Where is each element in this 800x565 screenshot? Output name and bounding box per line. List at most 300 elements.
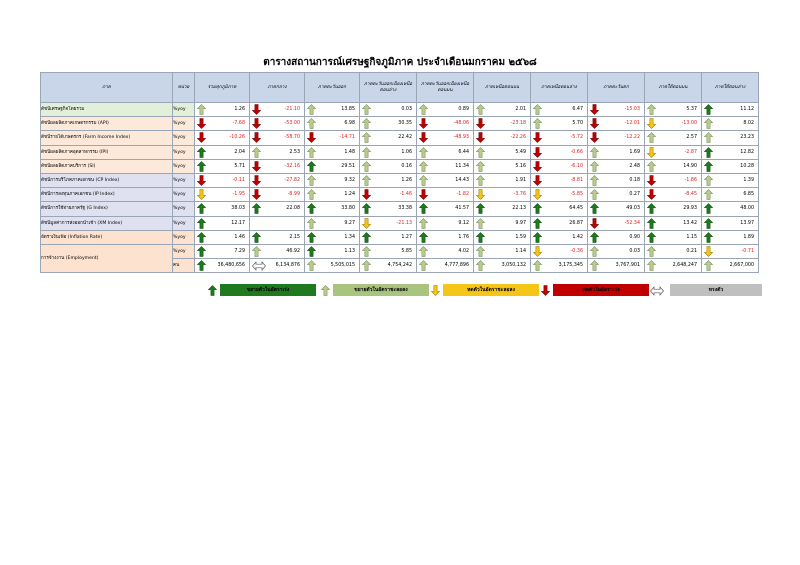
data-cell [531,244,588,258]
row-unit: %yoy [173,230,195,244]
cell-value: 5.37 [686,107,697,112]
table-row [41,159,759,173]
data-cell [305,173,360,187]
data-cell [645,216,702,230]
arrow-up-mild-icon [307,118,316,129]
arrow-up-mild-icon [476,175,485,186]
cell-value: 4,754,242 [387,263,412,269]
data-cell [588,188,645,202]
row-unit: %yoy [173,159,195,173]
cell-value: 5.49 [515,149,526,155]
data-cell [250,202,305,216]
arrow-down-strong-icon [197,132,206,143]
arrow-up-mild-icon [533,118,542,129]
table-row [41,173,759,187]
arrow-up-strong-icon [704,203,713,214]
cell-value: 33.38 [398,206,412,212]
cell-value: 7.29 [234,248,245,254]
row-unit: %yoy [173,188,195,202]
arrow-down-mild-icon [197,189,206,200]
row-label: ดัชนีการบริโภคภาคเอกชน (CP Index) [41,173,173,187]
cell-value: 9.32 [344,177,355,183]
arrow-up-strong-icon [704,218,713,229]
arrow-up-mild-icon [419,246,428,257]
row-label: ดัชนีเศรษฐกิจโดยรวม [41,103,173,117]
data-cell [702,103,759,117]
data-cell [645,202,702,216]
cell-value: -0.66 [570,149,583,155]
data-cell [417,230,474,244]
arrow-up-mild-icon [419,218,428,229]
data-cell [250,145,305,159]
cell-value: -53.00 [284,121,300,127]
data-cell [474,145,531,159]
arrow-down-strong-icon [476,132,485,143]
data-cell [645,244,702,258]
data-cell [360,173,417,187]
data-cell [474,244,531,258]
column-header: ภาคใต้ตอนล่าง [702,73,759,103]
data-cell [474,159,531,173]
table-header-row [41,73,759,103]
arrow-down-strong-icon [252,132,261,143]
data-cell [417,145,474,159]
data-cell [702,244,759,258]
arrow-up-strong-icon [647,218,656,229]
cell-value: 0.21 [686,248,697,254]
legend-label: ขยายตัวในอัตราชะลอลง [333,284,429,296]
legend-label: ขยายตัวในอัตราเร่ง [220,284,316,296]
row-label: การจ้างงาน (Employment) [41,244,173,272]
arrow-up-strong-icon [704,232,713,243]
arrow-down-strong-icon [362,189,371,200]
row-label: ดัชนีผลผลิตภาคบริการ (SI) [41,159,173,173]
arrow-up-mild-icon [590,175,599,186]
cell-value: 14.90 [683,163,697,169]
data-cell [702,230,759,244]
data-cell [474,216,531,230]
economic-situation-table [40,72,759,273]
table-row [41,230,759,244]
cell-value: -1.46 [399,192,412,198]
cell-value: 22.42 [398,135,412,141]
arrow-up-mild-icon [590,260,599,271]
data-cell [305,131,360,145]
row-unit: %yoy [173,202,195,216]
column-header: ภาคกลาง [250,73,305,103]
arrow-up-mild-icon [307,104,316,115]
arrow-up-mild-icon [476,218,485,229]
arrow-up-strong-icon [197,161,206,172]
cell-value: 9.27 [344,220,355,226]
cell-value: 10.28 [740,163,754,169]
cell-value: -12.22 [624,135,640,141]
table-row [41,202,759,216]
cell-value: 23.23 [740,135,754,141]
cell-value: -48.93 [453,135,469,141]
cell-value: -23.18 [510,121,526,127]
arrow-down-strong-icon [419,118,428,129]
data-cell [360,145,417,159]
cell-value: -0.36 [570,248,583,254]
arrow-up-mild-icon [647,104,656,115]
arrow-up-strong-icon [704,147,713,158]
cell-value: -48.06 [453,121,469,127]
arrow-up-strong-icon [197,203,206,214]
data-cell [195,145,250,159]
row-label: ดัชนีการใช้จ่ายภาครัฐ (G Index) [41,202,173,216]
arrow-up-strong-icon [197,218,206,229]
arrow-up-mild-icon [419,104,428,115]
cell-value: 5.16 [515,163,526,169]
column-header: หน่วย [173,73,195,103]
data-cell [360,131,417,145]
cell-value: 2,648,247 [672,263,697,269]
cell-value: 64.45 [569,206,583,212]
cell-value: 22.13 [512,206,526,212]
arrow-up-strong-icon [647,203,656,214]
arrow-down-strong-icon [197,118,206,129]
data-cell [195,244,250,258]
arrow-down-strong-icon [252,189,261,200]
data-cell [195,230,250,244]
data-cell [531,159,588,173]
data-cell [474,259,531,273]
data-cell [588,230,645,244]
arrow-up-mild-icon [419,175,428,186]
row-unit: %yoy [173,117,195,131]
arrow-up-mild-icon [647,161,656,172]
arrow-up-strong-icon [307,203,316,214]
cell-value: -3.76 [513,192,526,198]
cell-value: -10.26 [229,135,245,141]
cell-value: -5.72 [570,135,583,141]
data-cell [305,216,360,230]
arrow-down-strong-icon [476,118,485,129]
cell-value: 2.15 [289,234,300,240]
cell-value: 1.27 [401,234,412,240]
arrow-down-mild-icon [704,246,713,257]
data-cell [417,216,474,230]
arrow-up-strong-icon [307,161,316,172]
data-cell [702,145,759,159]
data-cell [645,117,702,131]
data-cell [305,145,360,159]
arrow-up-strong-icon [362,232,371,243]
arrow-down-strong-icon [541,285,550,296]
data-cell [702,159,759,173]
data-cell [645,259,702,273]
cell-value: 0.90 [629,234,640,240]
data-cell [305,259,360,273]
row-unit: %yoy [173,244,195,258]
cell-value: -0.11 [232,177,245,183]
cell-value: -0.71 [741,248,754,254]
data-cell [531,188,588,202]
arrow-up-strong-icon [704,161,713,172]
data-cell [360,103,417,117]
table-row [41,188,759,202]
cell-value: 26.87 [569,220,583,226]
data-cell [474,188,531,202]
arrow-up-strong-icon [647,232,656,243]
cell-value: 1.15 [686,234,697,240]
data-cell [588,259,645,273]
arrow-up-mild-icon [476,161,485,172]
arrow-down-strong-icon [590,218,599,229]
cell-value: 41.57 [455,206,469,212]
cell-value: 49.03 [626,206,640,212]
row-unit: %yoy [173,216,195,230]
cell-value: -7.68 [232,121,245,127]
cell-value: -1.82 [456,192,469,198]
arrow-up-mild-icon [362,118,371,129]
cell-value: 9.97 [515,220,526,226]
cell-value: -2.87 [684,149,697,155]
data-cell [250,230,305,244]
cell-value: 1.76 [458,234,469,240]
cell-value: 1.26 [234,107,245,112]
arrow-up-mild-icon [362,104,371,115]
cell-value: 36,480,656 [217,263,245,269]
legend-label: หดตัวในอัตราชะลอลง [443,284,539,296]
cell-value: -14.71 [339,135,355,141]
cell-value: 5.71 [234,163,245,169]
arrow-down-strong-icon [419,189,428,200]
data-cell [250,259,305,273]
data-cell [195,216,250,230]
cell-value: 33.80 [341,206,355,212]
arrow-up-mild-icon [590,246,599,257]
arrow-up-strong-icon [590,232,599,243]
data-cell [360,159,417,173]
data-cell [360,188,417,202]
data-cell [417,131,474,145]
data-cell [250,188,305,202]
table-row [41,145,759,159]
arrow-up-strong-icon [533,203,542,214]
data-cell [360,117,417,131]
cell-value: 3,050,132 [501,263,526,269]
cell-value: -8.81 [570,177,583,183]
cell-value: 2,667,000 [729,263,754,269]
data-cell [702,259,759,273]
cell-value: 13.42 [683,220,697,226]
arrow-up-mild-icon [419,147,428,158]
arrow-up-strong-icon [252,232,261,243]
data-cell [250,117,305,131]
arrow-up-mild-icon [476,104,485,115]
data-cell [360,202,417,216]
arrow-up-mild-icon [647,132,656,143]
cell-value: 14.43 [455,177,469,183]
data-cell [417,159,474,173]
arrow-up-strong-icon [197,246,206,257]
arrow-up-strong-icon [307,246,316,257]
data-cell [417,259,474,273]
cell-value: -15.03 [624,107,640,112]
arrow-up-mild-icon [647,246,656,257]
data-cell [474,202,531,216]
arrow-up-mild-icon [321,285,330,296]
cell-value: 1.89 [743,234,754,240]
cell-value: 5.70 [572,121,583,127]
cell-value: 6.98 [344,121,355,127]
data-cell [474,117,531,131]
arrow-up-strong-icon [590,203,599,214]
arrow-up-mild-icon [419,161,428,172]
cell-value: 1.48 [344,149,355,155]
cell-value: 2.01 [515,107,526,112]
cell-value: 4,777,896 [444,263,469,269]
data-cell [474,131,531,145]
data-cell [250,103,305,117]
column-header: ภาคตะวันตก [588,73,645,103]
data-cell [305,159,360,173]
arrow-down-strong-icon [590,104,599,115]
arrow-left-right-icon [650,286,664,297]
arrow-down-strong-icon [252,175,261,186]
arrow-down-strong-icon [252,161,261,172]
cell-value: 29.51 [341,163,355,169]
data-cell [531,145,588,159]
cell-value: 6.85 [743,192,754,198]
data-cell [360,216,417,230]
arrow-up-mild-icon [704,260,713,271]
arrow-up-mild-icon [419,260,428,271]
cell-value: 1.24 [344,192,355,198]
data-cell [531,103,588,117]
data-cell [417,103,474,117]
row-label: ดัชนีผลผลิตภาคอุตสาหกรรม (IPI) [41,145,173,159]
column-header: ภาคตะวันออกเฉียงเหนือตอนบน [417,73,474,103]
cell-value: 0.16 [401,163,412,169]
arrow-up-mild-icon [197,104,206,115]
arrow-up-mild-icon [647,260,656,271]
arrow-up-strong-icon [533,232,542,243]
table-row [41,131,759,145]
data-cell [531,117,588,131]
arrow-up-strong-icon [476,232,485,243]
data-cell [645,145,702,159]
arrow-up-strong-icon [197,260,206,271]
cell-value: 30.35 [398,121,412,127]
data-cell [474,173,531,187]
cell-value: 1.59 [515,234,526,240]
cell-value: 1.14 [515,248,526,254]
data-cell [531,230,588,244]
cell-value: 3,767,901 [615,263,640,269]
data-cell [250,244,305,258]
data-cell [250,173,305,187]
cell-value: 46.92 [286,248,300,254]
data-cell [702,216,759,230]
arrow-up-strong-icon [704,104,713,115]
data-cell [531,173,588,187]
data-cell [195,159,250,173]
data-cell [360,259,417,273]
cell-value: 11.12 [740,107,754,112]
data-cell [195,103,250,117]
data-cell [645,159,702,173]
arrow-up-mild-icon [704,118,713,129]
arrow-up-mild-icon [362,260,371,271]
arrow-up-strong-icon [476,203,485,214]
arrow-down-mild-icon [533,189,542,200]
data-cell [195,131,250,145]
arrow-up-mild-icon [533,104,542,115]
cell-value: 48.00 [740,206,754,212]
row-unit: คน [173,259,195,273]
arrow-down-mild-icon [362,218,371,229]
arrow-up-mild-icon [704,189,713,200]
row-unit: %yoy [173,145,195,159]
data-cell [360,230,417,244]
data-cell [195,173,250,187]
arrow-up-strong-icon [208,285,217,296]
page-title: ตารางสถานการณ์เศรษฐกิจภูมิภาค ประจำเดือนมกราคม ๒๕๖๘ [263,57,537,68]
arrow-down-mild-icon [647,147,656,158]
data-cell [645,103,702,117]
arrow-down-strong-icon [197,175,206,186]
cell-value: -13.00 [681,121,697,127]
data-cell [588,216,645,230]
cell-value: 11.34 [455,163,469,169]
row-label: อัตราเงินเฟ้อ (Inflation Rate) [41,230,173,244]
arrow-down-strong-icon [307,132,316,143]
arrow-up-mild-icon [362,161,371,172]
arrow-up-mild-icon [307,189,316,200]
arrow-up-mild-icon [590,189,599,200]
cell-value: -58.70 [284,135,300,141]
data-cell [702,117,759,131]
cell-value: 3,175,345 [558,263,583,269]
row-label: ดัชนีการลงทุนภาคเอกชน (IP Index) [41,188,173,202]
table-row [41,244,759,258]
data-cell [305,188,360,202]
row-unit: %yoy [173,103,195,117]
data-cell [305,230,360,244]
cell-value: 13.85 [341,107,355,112]
arrow-up-mild-icon [476,260,485,271]
arrow-up-mild-icon [704,132,713,143]
data-cell [250,131,305,145]
data-cell [588,117,645,131]
arrow-up-mild-icon [362,147,371,158]
cell-value: 13.97 [740,220,754,226]
legend-label: หดตัวในอัตราเร่ง [553,284,649,296]
arrow-up-strong-icon [252,203,261,214]
data-cell [417,202,474,216]
data-cell [588,131,645,145]
cell-value: -8.99 [287,192,300,198]
cell-value: 1.13 [344,248,355,254]
cell-value: 4.02 [458,248,469,254]
arrow-down-mild-icon [533,246,542,257]
cell-value: 2.48 [629,163,640,169]
column-header: ภาคเหนือตอนล่าง [531,73,588,103]
arrow-up-strong-icon [197,147,206,158]
arrow-up-mild-icon [307,175,316,186]
data-cell [195,188,250,202]
arrow-up-strong-icon [307,232,316,243]
arrow-up-mild-icon [362,132,371,143]
data-cell [531,202,588,216]
cell-value: 1.91 [515,177,526,183]
cell-value: 1.26 [401,177,412,183]
data-cell [305,103,360,117]
arrow-down-strong-icon [590,132,599,143]
